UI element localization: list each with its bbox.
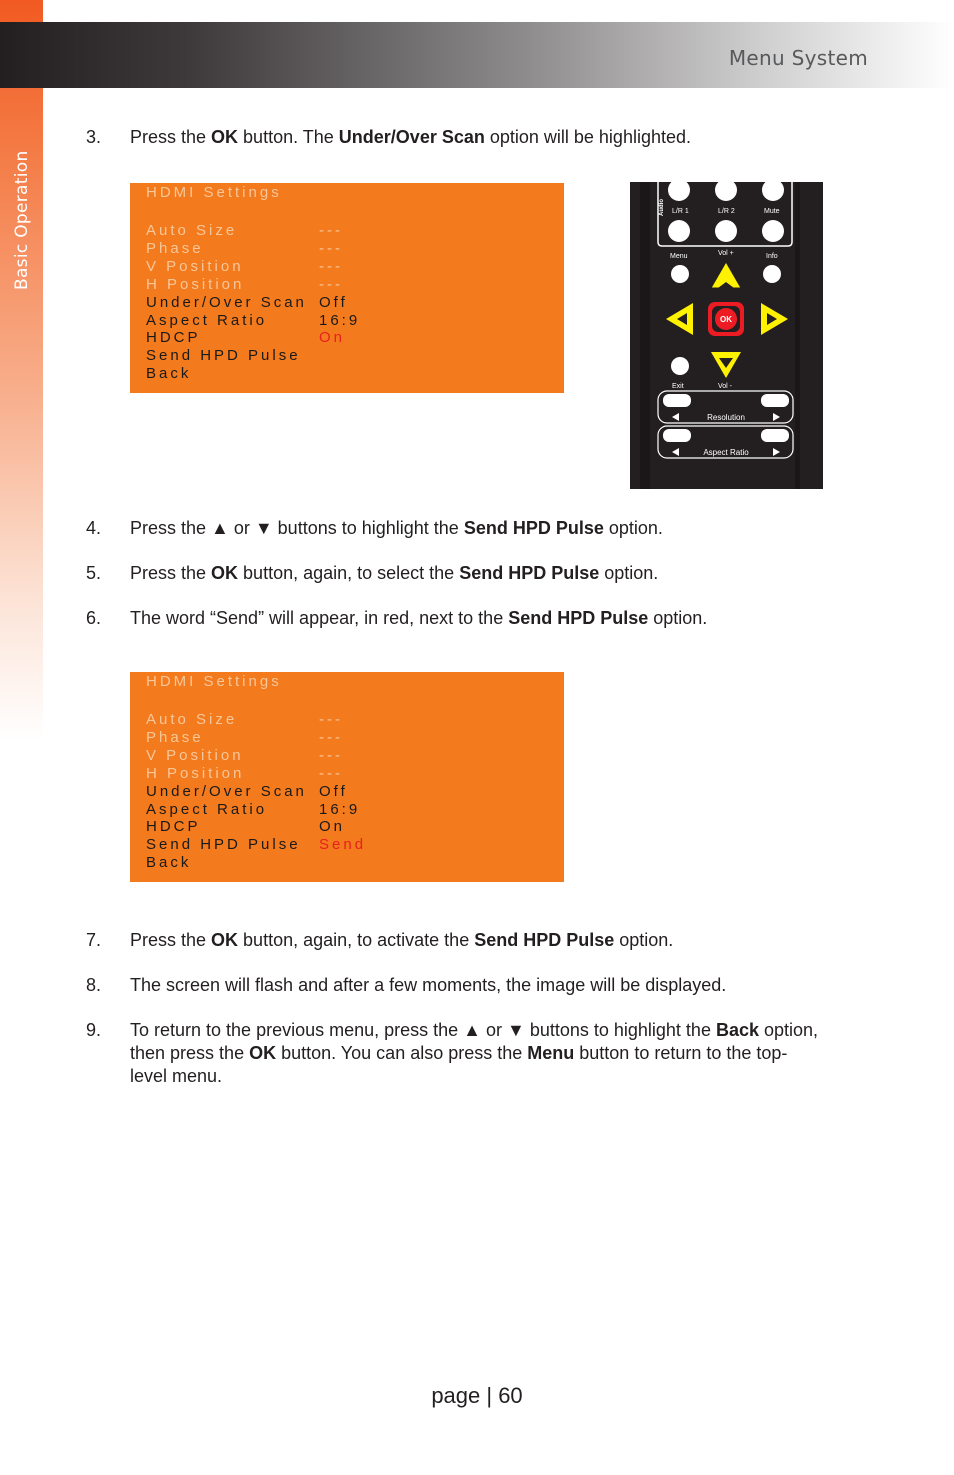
step-text-fragment: button to return to the top-level menu. — [130, 1043, 788, 1086]
info-label: Info — [766, 253, 778, 260]
aspect-ratio-label: Aspect Ratio — [703, 448, 749, 457]
osd-row-label: Back — [146, 365, 192, 383]
step-text-fragment: button. You can also press the — [276, 1043, 528, 1063]
remote-control-svg — [630, 182, 823, 489]
step-bold-term: Send HPD Pulse — [463, 518, 604, 538]
step-text-fragment: option, then press the — [130, 1020, 819, 1063]
step-bold-term: Under/Over Scan — [338, 127, 485, 147]
osd-row-label: V Position — [146, 257, 244, 275]
osd-row-value: --- — [319, 746, 343, 764]
step-bold-term: OK — [211, 563, 239, 583]
osd-row-value: --- — [319, 257, 343, 275]
lr1-label: L/R 1 — [672, 208, 689, 215]
step-bold-term: Send HPD Pulse — [474, 930, 615, 950]
osd-row-value: 16:9 — [319, 800, 361, 818]
lr1-button[interactable] — [668, 220, 690, 242]
step-text-fragment: option will be highlighted. — [484, 127, 691, 147]
mute-label: Mute — [764, 208, 780, 215]
osd-row-label: H Position — [146, 275, 245, 293]
resolution-label: Resolution — [707, 413, 745, 422]
sidebar-label-text: Basic Operation — [12, 150, 32, 290]
osd-row-label: Aspect Ratio — [146, 800, 268, 818]
page-header-title: Menu System — [728, 46, 868, 70]
osd-row-label: Send HPD Pulse — [146, 347, 301, 365]
osd-row-value: Off — [319, 293, 348, 311]
osd-row-label: Back — [146, 854, 192, 872]
step-bold-term: Send HPD Pulse — [459, 563, 600, 583]
aspect-right-button[interactable] — [761, 429, 789, 442]
step-text — [130, 607, 820, 630]
step-text-fragment: option. — [648, 608, 708, 628]
osd-row-value: Send — [319, 836, 367, 854]
step-number: 9. — [86, 1020, 102, 1040]
step-text-fragment: The word “Send” will appear, in red, next to the — [130, 608, 509, 628]
osd-row-label: Aspect Ratio — [146, 311, 268, 329]
osd-row-value: On — [319, 818, 346, 836]
lr2-label: L/R 2 — [718, 208, 735, 215]
osd-row-value: --- — [319, 239, 343, 257]
step-text-fragment: button, again, to activate the — [238, 930, 475, 950]
step-number: 4. — [86, 518, 102, 538]
exit-button[interactable] — [671, 357, 689, 375]
osd-row-label: Auto Size — [146, 711, 238, 728]
exit-label: Exit — [672, 383, 684, 390]
mute-button[interactable] — [762, 220, 784, 242]
step-text — [130, 126, 820, 149]
osd-title: HDMI Settings — [146, 673, 282, 690]
step-number: 5. — [86, 563, 102, 583]
step-text-fragment: Press the — [130, 930, 212, 950]
lr2-button[interactable] — [715, 220, 737, 242]
step-number: 7. — [86, 930, 102, 950]
osd-row-value: --- — [319, 728, 343, 746]
step-bold-term: OK — [211, 930, 239, 950]
step-bold-term: Menu — [527, 1043, 575, 1063]
resolution-left-button[interactable] — [663, 394, 691, 407]
step-text-fragment: Press the ▲ or ▼ buttons to highlight the — [130, 518, 464, 538]
osd-menu-1 — [130, 183, 564, 393]
osd-row-value: --- — [319, 222, 343, 239]
osd-row-value: --- — [319, 711, 343, 728]
remote-control-image — [630, 182, 823, 489]
osd-row-label: HDCP — [146, 329, 201, 347]
osd-row-label: Auto Size — [146, 222, 238, 239]
osd-row-label: Phase — [146, 239, 204, 257]
step-text-fragment: To return to the previous menu, press the ▲ or ▼ buttons to highlight the — [130, 1020, 716, 1040]
audio-label: Audio — [659, 199, 665, 216]
step-text-fragment: button, again, to select the — [238, 563, 460, 583]
ok-label: OK — [720, 315, 732, 324]
step-text-fragment: Press the — [130, 127, 212, 147]
osd-row-value: 16:9 — [319, 311, 361, 329]
vol-up-label: Vol + — [718, 250, 734, 257]
resolution-right-button[interactable] — [761, 394, 789, 407]
step-bold-term: OK — [211, 127, 239, 147]
osd-row-value: --- — [319, 764, 343, 782]
step-text-fragment: The screen will flash and after a few moments, the image will be displayed. — [130, 975, 727, 995]
step-number: 3. — [86, 127, 102, 147]
aspect-left-button[interactable] — [663, 429, 691, 442]
step-text — [130, 929, 820, 952]
menu-label: Menu — [670, 253, 688, 260]
osd-row-value: Off — [319, 782, 348, 800]
osd-row-label: HDCP — [146, 818, 201, 836]
step-text-fragment: option. — [614, 930, 674, 950]
osd-row-value: On — [319, 329, 346, 347]
osd-row-value: --- — [319, 275, 343, 293]
osd-row-label: H Position — [146, 764, 245, 782]
step-number: 8. — [86, 975, 102, 995]
vol-down-label: Vol - — [718, 383, 733, 390]
osd-row-label: Phase — [146, 728, 204, 746]
sidebar-section-label — [4, 150, 40, 470]
step-bold-term: Back — [715, 1020, 759, 1040]
step-number: 6. — [86, 608, 102, 628]
osd-row-label: Send HPD Pulse — [146, 836, 301, 854]
step-text-fragment: option. — [603, 518, 663, 538]
osd-menu-2 — [130, 672, 564, 882]
step-text — [130, 1019, 820, 1088]
step-text-fragment: option. — [599, 563, 659, 583]
osd-row-label: V Position — [146, 746, 244, 764]
step-bold-term: OK — [249, 1043, 277, 1063]
step-text — [130, 517, 820, 540]
step-text — [130, 974, 820, 997]
info-button[interactable] — [763, 265, 781, 283]
osd-row-label: Under/Over Scan — [146, 293, 307, 311]
step-text-fragment: button. The — [238, 127, 339, 147]
osd-title: HDMI Settings — [146, 184, 282, 201]
step-text-fragment: Press the — [130, 563, 212, 583]
menu-button[interactable] — [671, 265, 689, 283]
page-number: page | 60 — [431, 1383, 523, 1408]
step-bold-term: Send HPD Pulse — [508, 608, 649, 628]
step-text — [130, 562, 820, 585]
osd-row-label: Under/Over Scan — [146, 782, 307, 800]
